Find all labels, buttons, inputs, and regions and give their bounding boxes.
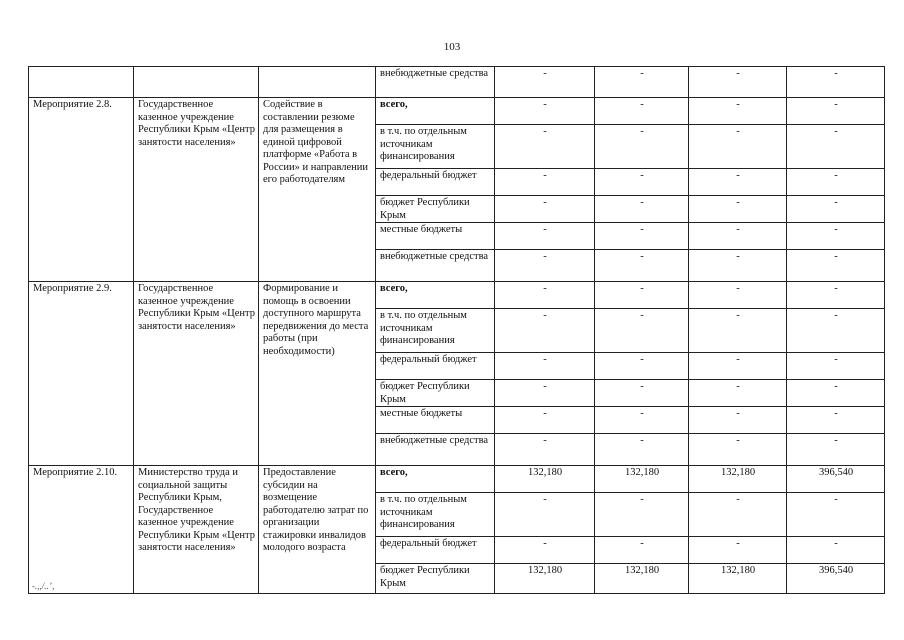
amount-value: - (787, 537, 885, 564)
funding-source-label: всего, (376, 466, 495, 493)
funding-source-label: федеральный бюджет (376, 353, 495, 380)
amount-value: 396,540 (787, 564, 885, 594)
funding-source-label: внебюджетные средства (376, 67, 495, 98)
budget-table (28, 66, 885, 594)
amount-value: - (595, 309, 689, 353)
amount-value: - (595, 407, 689, 434)
funding-source-label: местные бюджеты (376, 407, 495, 434)
amount-value: - (689, 282, 787, 309)
amount-value: - (595, 353, 689, 380)
funding-source-label: всего, (376, 282, 495, 309)
amount-value: - (495, 196, 595, 223)
amount-value: - (689, 493, 787, 537)
amount-value: - (595, 125, 689, 169)
amount-value: - (787, 223, 885, 250)
amount-value: - (787, 169, 885, 196)
funding-source-label: бюджет Республики Крым (376, 564, 495, 594)
amount-value: - (495, 223, 595, 250)
funding-source-label: в т.ч. по отдельным источникам финансирования (376, 309, 495, 353)
page-number: 103 (443, 41, 461, 53)
amount-value: - (495, 537, 595, 564)
amount-value: - (787, 407, 885, 434)
amount-value: - (495, 493, 595, 537)
event-description: Содействие в составлении резюме для размещения в единой цифровой платформе «Работа в России» и направлении его работодателям (259, 98, 376, 282)
amount-value: - (689, 67, 787, 98)
amount-value: - (787, 250, 885, 282)
amount-value: - (689, 196, 787, 223)
description-cell-continued (259, 67, 376, 98)
amount-value: - (689, 309, 787, 353)
funding-source-label: в т.ч. по отдельным источникам финансирования (376, 125, 495, 169)
amount-value: - (595, 98, 689, 125)
amount-value: - (689, 250, 787, 282)
amount-value: - (689, 223, 787, 250)
amount-value: - (595, 380, 689, 407)
table-row (29, 282, 885, 309)
table-row (29, 67, 885, 98)
event-executor: Государственное казенное учреждение Республики Крым «Центр занятости населения» (134, 98, 259, 282)
amount-value: - (495, 407, 595, 434)
amount-value: - (595, 250, 689, 282)
amount-value: - (495, 380, 595, 407)
event-name: Мероприятие 2.9. (29, 282, 134, 466)
funding-source-label: федеральный бюджет (376, 169, 495, 196)
funding-source-label: местные бюджеты (376, 223, 495, 250)
amount-value: - (787, 196, 885, 223)
amount-value: - (495, 282, 595, 309)
amount-value: - (595, 169, 689, 196)
amount-value: - (595, 223, 689, 250)
amount-value: - (689, 98, 787, 125)
handwritten-mark: -.,,/..ʼ‚ (32, 581, 55, 591)
amount-value: - (787, 309, 885, 353)
amount-value: - (595, 282, 689, 309)
amount-value: - (787, 434, 885, 466)
funding-source-label: в т.ч. по отдельным источникам финансирования (376, 493, 495, 537)
amount-value: - (495, 67, 595, 98)
amount-value: - (787, 353, 885, 380)
amount-value: - (495, 125, 595, 169)
event-description: Формирование и помощь в освоении доступного маршрута передвижения до места работы (при необходимости) (259, 282, 376, 466)
amount-value: 132,180 (689, 466, 787, 493)
event-cell-continued (29, 67, 134, 98)
amount-value: - (595, 67, 689, 98)
amount-value: 132,180 (595, 466, 689, 493)
event-executor: Министерство труда и социальной защиты Республики Крым, Государственное казенное учреждение Республики Крым «Центр занятости населения» (134, 466, 259, 594)
amount-value: - (495, 434, 595, 466)
amount-value: - (495, 309, 595, 353)
amount-value: - (787, 98, 885, 125)
amount-value: - (595, 434, 689, 466)
funding-source-label: внебюджетные средства (376, 434, 495, 466)
amount-value: - (689, 169, 787, 196)
amount-value: 132,180 (689, 564, 787, 594)
funding-source-label: внебюджетные средства (376, 250, 495, 282)
amount-value: - (495, 169, 595, 196)
amount-value: - (689, 353, 787, 380)
amount-value: - (689, 407, 787, 434)
event-description: Предоставление субсидии на возмещение работодателю затрат по организации стажировки инвалидов молодого возраста (259, 466, 376, 594)
amount-value: - (495, 250, 595, 282)
table-row (29, 466, 885, 493)
amount-value: - (595, 493, 689, 537)
funding-source-label: всего, (376, 98, 495, 125)
amount-value: - (787, 282, 885, 309)
table-row (29, 98, 885, 125)
amount-value: - (787, 493, 885, 537)
amount-value: - (595, 196, 689, 223)
event-name: Мероприятие 2.8. (29, 98, 134, 282)
amount-value: - (689, 125, 787, 169)
amount-value: - (787, 380, 885, 407)
executor-cell-continued (134, 67, 259, 98)
amount-value: - (689, 434, 787, 466)
amount-value: - (689, 380, 787, 407)
amount-value: - (787, 67, 885, 98)
funding-source-label: бюджет Республики Крым (376, 196, 495, 223)
amount-value: 396,540 (787, 466, 885, 493)
event-name: Мероприятие 2.10. (29, 466, 134, 594)
funding-source-label: бюджет Республики Крым (376, 380, 495, 407)
funding-source-label: федеральный бюджет (376, 537, 495, 564)
amount-value: - (495, 98, 595, 125)
amount-value: 132,180 (595, 564, 689, 594)
amount-value: - (787, 125, 885, 169)
amount-value: - (595, 537, 689, 564)
amount-value: - (689, 537, 787, 564)
amount-value: - (495, 353, 595, 380)
amount-value: 132,180 (495, 466, 595, 493)
amount-value: 132,180 (495, 564, 595, 594)
event-executor: Государственное казенное учреждение Республики Крым «Центр занятости населения» (134, 282, 259, 466)
